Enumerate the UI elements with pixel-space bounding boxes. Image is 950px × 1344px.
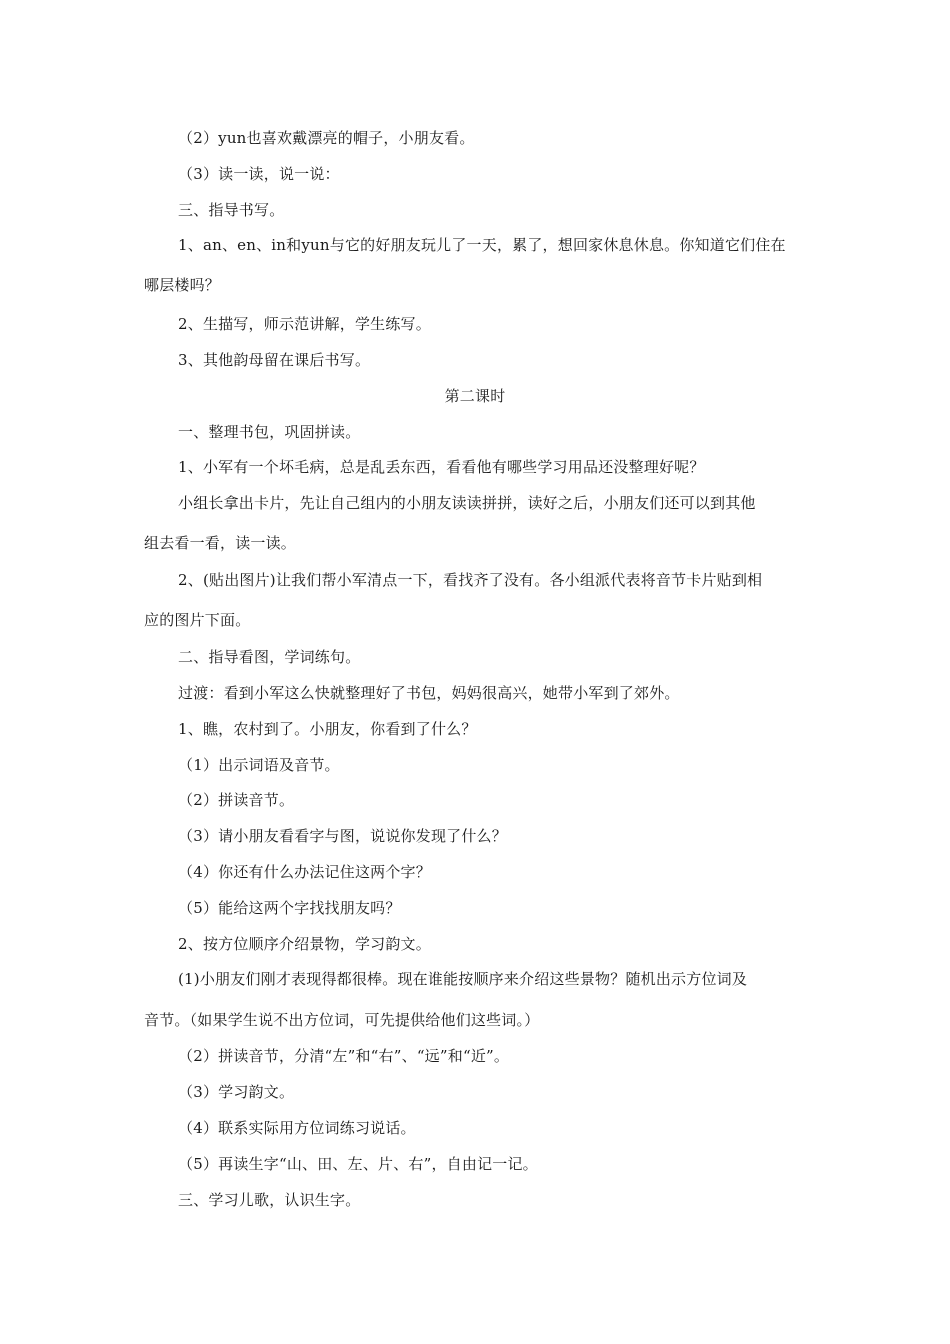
text-line: 1、an、en、in和yun与它的好朋友玩儿了一天，累了，想回家休息休息。你知道它们住在 <box>178 236 786 254</box>
text-line: 过渡：看到小军这么快就整理好了书包，妈妈很高兴，她带小军到了郊外。 <box>178 684 680 702</box>
text-line: 2、生描写，师示范讲解，学生练写。 <box>178 315 431 333</box>
text-line: 应的图片下面。 <box>144 611 251 629</box>
text-line: （1）出示词语及音节。 <box>178 756 340 774</box>
text-line: （3）请小朋友看看字与图，说说你发现了什么？ <box>178 827 507 845</box>
text-line: 3、其他韵母留在课后书写。 <box>178 351 371 369</box>
text-line: （2）拼读音节，分清“左”和“右”、“远”和“近”。 <box>178 1047 510 1065</box>
text-line: （4）联系实际用方位词练习说话。 <box>178 1119 416 1137</box>
text-line: （3）读一读，说一说： <box>178 165 340 183</box>
section-heading: 三、学习儿歌，认识生字。 <box>178 1191 361 1209</box>
text-line: 组去看一看，读一读。 <box>144 534 297 552</box>
text-line: (1)小朋友们刚才表现得都很棒。现在谁能按顺序来介绍这些景物？随机出示方位词及 <box>178 970 748 988</box>
text-line: 1、小军有一个坏毛病，总是乱丢东西，看看他有哪些学习用品还没整理好呢？ <box>178 458 705 476</box>
text-line: （2）yun也喜欢戴漂亮的帽子，小朋友看。 <box>178 129 475 147</box>
text-line: 2、按方位顺序介绍景物，学习韵文。 <box>178 935 431 953</box>
text-line: （5）再读生字“山、田、左、片、右”，自由记一记。 <box>178 1155 538 1173</box>
lesson-title: 第二课时 <box>444 387 506 405</box>
text-line: 2、(贴出图片)让我们帮小军清点一下，看找齐了没有。各小组派代表将音节卡片贴到相 <box>178 571 763 589</box>
text-line: （5）能给这两个字找找朋友吗？ <box>178 899 401 917</box>
text-line: 1、瞧，农村到了。小朋友，你看到了什么？ <box>178 720 477 738</box>
text-line: 哪层楼吗？ <box>144 276 221 294</box>
text-line: （2）拼读音节。 <box>178 791 295 809</box>
text-line: 音节。（如果学生说不出方位词，可先提供给他们这些词。） <box>144 1011 540 1029</box>
text-line: 小组长拿出卡片，先让自己组内的小朋友读读拼拼，读好之后，小朋友们还可以到其他 <box>178 494 756 512</box>
section-heading: 一、整理书包，巩固拼读。 <box>178 423 361 441</box>
section-heading: 三、指导书写。 <box>178 201 285 219</box>
text-line: （3）学习韵文。 <box>178 1083 295 1101</box>
text-line: （4）你还有什么办法记住这两个字？ <box>178 863 431 881</box>
section-heading: 二、指导看图，学词练句。 <box>178 648 361 666</box>
